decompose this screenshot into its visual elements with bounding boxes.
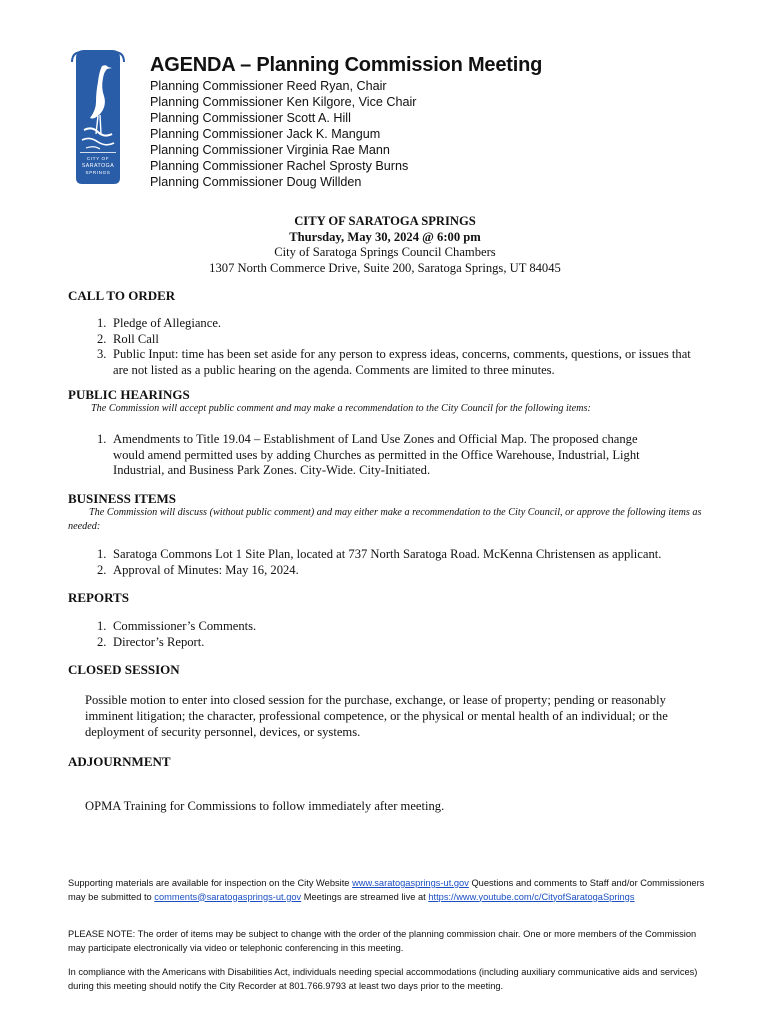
heading-call-to-order: CALL TO ORDER — [68, 288, 176, 303]
heading-business-items: BUSINESS ITEMS — [68, 491, 177, 506]
item-text: Roll Call — [113, 331, 159, 346]
footer-text: Meetings are streamed live at — [301, 891, 429, 902]
logo-text-line1: CITY OF — [86, 156, 110, 161]
list-item — [68, 432, 708, 479]
call-to-order-list — [68, 316, 708, 378]
public-hearings-list — [68, 432, 708, 479]
heading-public-hearings: PUBLIC HEARINGS — [68, 387, 190, 402]
list-item — [68, 347, 708, 378]
item-text: Commissioner’s Comments. — [113, 619, 257, 633]
footer-text: Questions and comments to Staff and/or Commissioners may be submitted to — [68, 878, 705, 902]
email-link[interactable]: comments@saratogasprings-ut.gov — [154, 891, 302, 902]
city-logo-heron — [68, 48, 128, 186]
business-items-note: The Commission will discuss (without public comment) and may either make a recommendation to the City Council, or approve the following items as needed: — [68, 507, 702, 532]
list-item — [68, 316, 708, 332]
item-text: Saratoga Commons Lot 1 Site Plan, located at 737 North Saratoga Road. McKenna Christensen as applicant. — [113, 547, 662, 561]
item-number: 1. — [97, 316, 107, 330]
commissioner-item: Planning Commissioner Rachel Sprosty Burns — [150, 159, 409, 173]
commissioner-item: Planning Commissioner Virginia Rae Mann — [150, 143, 390, 157]
commissioner-item: Planning Commissioner Ken Kilgore, Vice Chair — [150, 95, 417, 109]
footer-ada-notice: In compliance with the Americans with Disabilities Act, individuals needing special accommodations (including auxiliary communicative aids and services) during this meeting should notify the City Recorder at 801.766.9793 at least two days prior to the meeting. — [68, 967, 698, 991]
website-link[interactable]: www.saratogasprings-ut.gov — [352, 878, 469, 888]
business-items-list — [68, 547, 708, 578]
list-item — [68, 619, 708, 635]
meeting-info — [0, 214, 770, 276]
item-text: Director’s Report. — [113, 634, 205, 649]
item-text: Amendments to Title 19.04 – Establishment of Land Use Zones and Official Map. The proposed change would amend permitted uses by adding Churches as permitted in the Office Warehouse, Industrial, Light Industrial, and Business Park Zones. City-Wide. City-Initiated. — [113, 432, 640, 477]
list-item — [68, 635, 708, 651]
list-item — [68, 547, 708, 563]
list-item — [68, 332, 708, 348]
meeting-address: 1307 North Commerce Drive, Suite 200, Saratoga Springs, UT 84045 — [209, 260, 561, 275]
item-number: 2. — [97, 562, 107, 577]
commissioner-item: Planning Commissioner Scott A. Hill — [150, 111, 351, 125]
heading-adjournment: ADJOURNMENT — [68, 754, 171, 769]
reports-list — [68, 619, 708, 650]
footer-text: Supporting materials are available for inspection on the City Website — [68, 878, 353, 888]
closed-session-text: Possible motion to enter into closed session for the purchase, exchange, or lease of property; pending or reasonably imminent litigation; the character, professional competence, or the physical or mental health of an individual; or the deployment of security personnel, devices, or systems. — [85, 693, 668, 739]
item-number: 2. — [97, 331, 107, 346]
heading-reports: REPORTS — [68, 590, 129, 605]
footer-supporting-materials — [68, 877, 708, 904]
commissioner-item: Planning Commissioner Reed Ryan, Chair — [150, 79, 387, 93]
meeting-venue: City of Saratoga Springs Council Chambers — [274, 245, 496, 259]
heading-closed-session: CLOSED SESSION — [68, 662, 180, 677]
page-title: AGENDA – Planning Commission Meeting — [150, 54, 543, 76]
commissioner-list — [150, 78, 416, 190]
meeting-city: CITY OF SARATOGA SPRINGS — [294, 214, 476, 228]
footer-please-note: PLEASE NOTE: The order of items may be subject to change with the order of the planning commission chair. One or more members of the Commission may participate electronically via video or telephonic conferencing in this meeting. — [68, 929, 697, 953]
item-number: 1. — [97, 432, 107, 446]
meeting-datetime: Thursday, May 30, 2024 @ 6:00 pm — [289, 229, 481, 244]
logo-text-line2: SARATOGA — [81, 163, 115, 169]
commissioner-item: Planning Commissioner Doug Willden — [150, 175, 362, 189]
public-hearings-note: The Commission will accept public comment and may make a recommendation to the City Council for the following items: — [91, 403, 591, 414]
adjournment-text: OPMA Training for Commissions to follow immediately after meeting. — [85, 799, 445, 813]
item-number: 2. — [97, 634, 107, 649]
logo-text-line3: SPRINGS — [85, 170, 111, 175]
item-number: 3. — [97, 347, 107, 361]
youtube-link[interactable]: https://www.youtube.com/c/CityofSaratogaSprings — [428, 891, 635, 902]
item-text: Pledge of Allegiance. — [113, 316, 222, 330]
item-text: Approval of Minutes: May 16, 2024. — [113, 562, 299, 577]
item-number: 1. — [97, 547, 107, 561]
commissioner-item: Planning Commissioner Jack K. Mangum — [150, 127, 381, 141]
item-number: 1. — [97, 619, 107, 633]
item-text: Public Input: time has been set aside for any person to express ideas, concerns, comments, questions, or issues that are not listed as a public hearing on the agenda. Comments are limited to three minutes. — [113, 347, 691, 377]
list-item — [68, 563, 708, 579]
